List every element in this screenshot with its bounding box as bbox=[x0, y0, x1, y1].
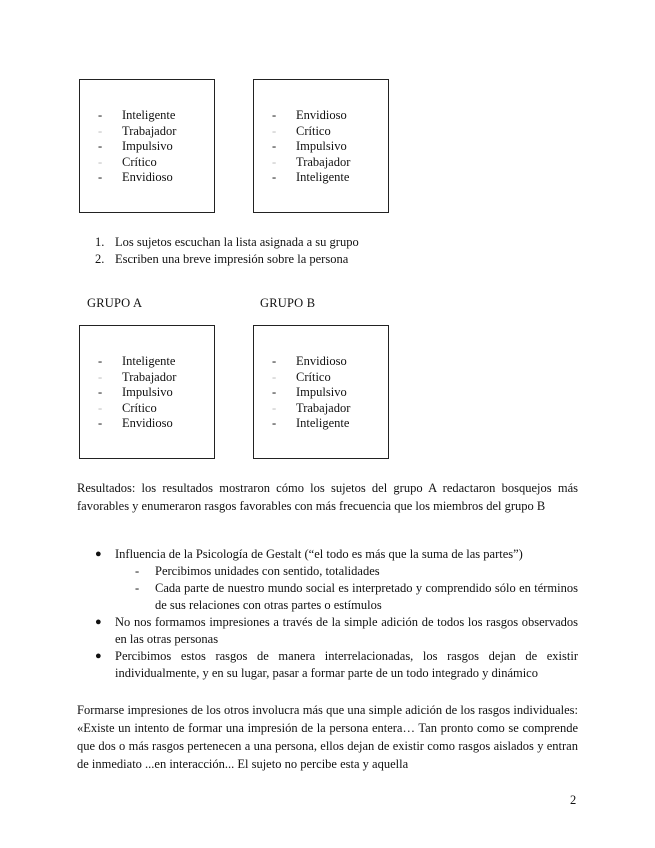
bullet-dot-icon: ● bbox=[95, 616, 102, 628]
trait-list bbox=[98, 108, 176, 186]
trait-list bbox=[98, 354, 176, 432]
trait-box-a-top bbox=[79, 79, 215, 213]
trait-item: - Trabajador bbox=[98, 123, 177, 138]
trait-box-a-bottom bbox=[79, 325, 215, 459]
bullet-item: ● No nos formamos impresiones a través de la simple adición de todos los rasgos observados en las otras personas bbox=[95, 615, 578, 646]
trait-item: - Impulsivo bbox=[272, 139, 347, 153]
group-a-label: GRUPO A bbox=[87, 296, 143, 310]
sub-item: - Cada parte de nuestro mundo social es interpretado y comprendido sólo en términos de sus relaciones con otras partes o estímulos bbox=[135, 581, 578, 612]
trait-item: - Impulsivo bbox=[98, 139, 173, 153]
results-paragraph: Resultados: los resultados mostraron cómo los sujetos del grupo A redactaron bosquejos más favorables y enumeraron rasgos favorables con más frecuencia que los miembros del grupo B bbox=[77, 481, 578, 513]
trait-item: - Impulsivo bbox=[98, 385, 173, 399]
trait-item: - Inteligente bbox=[272, 170, 350, 184]
trait-item: - Envidioso bbox=[272, 108, 347, 122]
trait-item: - Trabajador bbox=[272, 154, 351, 169]
trait-item: - Inteligente bbox=[98, 354, 176, 368]
closing-paragraph: Formarse impresiones de los otros involucra más que una simple adición de los rasgos individuales: «Existe un intento de formar una impresión de la persona entera… Tan pronto como se comprende que dos o más rasgos pertenecen a una persona, ellos dejan de existir como rasgos aislados y entran de inmediato ...en interacción... El sujeto no percibe esta y aquella bbox=[77, 703, 578, 771]
procedure-steps bbox=[95, 234, 359, 268]
trait-item: - Trabajador bbox=[272, 400, 351, 415]
bullet-dot-icon: ● bbox=[95, 548, 102, 560]
trait-item: - Inteligente bbox=[272, 416, 350, 430]
trait-item: - Crítico bbox=[98, 400, 157, 415]
trait-list bbox=[272, 108, 350, 186]
trait-item: - Crítico bbox=[272, 123, 331, 138]
gestalt-bullets bbox=[95, 546, 578, 682]
bullet-dot-icon: ● bbox=[95, 650, 102, 662]
group-b-label: GRUPO B bbox=[260, 296, 316, 310]
trait-item: - Envidioso bbox=[98, 416, 173, 430]
trait-item: - Inteligente bbox=[98, 108, 176, 122]
step-item: 1. Los sujetos escuchan la lista asignada a su grupo bbox=[95, 235, 359, 249]
trait-item: - Envidioso bbox=[272, 354, 347, 368]
trait-box-b-top bbox=[253, 79, 389, 213]
trait-list bbox=[272, 354, 350, 432]
bullet-item: ● Percibimos estos rasgos de manera interrelacionadas, los rasgos dejan de existir individualmente, y en su lugar, pasar a formar parte de un todo integrado y dinámico bbox=[95, 649, 578, 680]
trait-item: - Crítico bbox=[272, 369, 331, 384]
sub-list bbox=[115, 563, 578, 614]
trait-item: - Envidioso bbox=[98, 170, 173, 184]
sub-item: - Percibimos unidades con sentido, totalidades bbox=[135, 564, 380, 578]
bullet-item: ● Influencia de la Psicología de Gestalt (“el todo es más que la suma de las partes”) - Percibimos unidades con sentido, totalidades - Cada parte de nuestro mundo social es interpretado y comprendido sólo en términos de sus relaciones con otras partes o estímulos bbox=[95, 547, 578, 612]
trait-item: - Crítico bbox=[98, 154, 157, 169]
step-item: 2. Escriben una breve impresión sobre la persona bbox=[95, 252, 349, 266]
trait-item: - Impulsivo bbox=[272, 385, 347, 399]
page-number: 2 bbox=[570, 793, 577, 807]
trait-item: - Trabajador bbox=[98, 369, 177, 384]
trait-box-b-bottom bbox=[253, 325, 389, 459]
